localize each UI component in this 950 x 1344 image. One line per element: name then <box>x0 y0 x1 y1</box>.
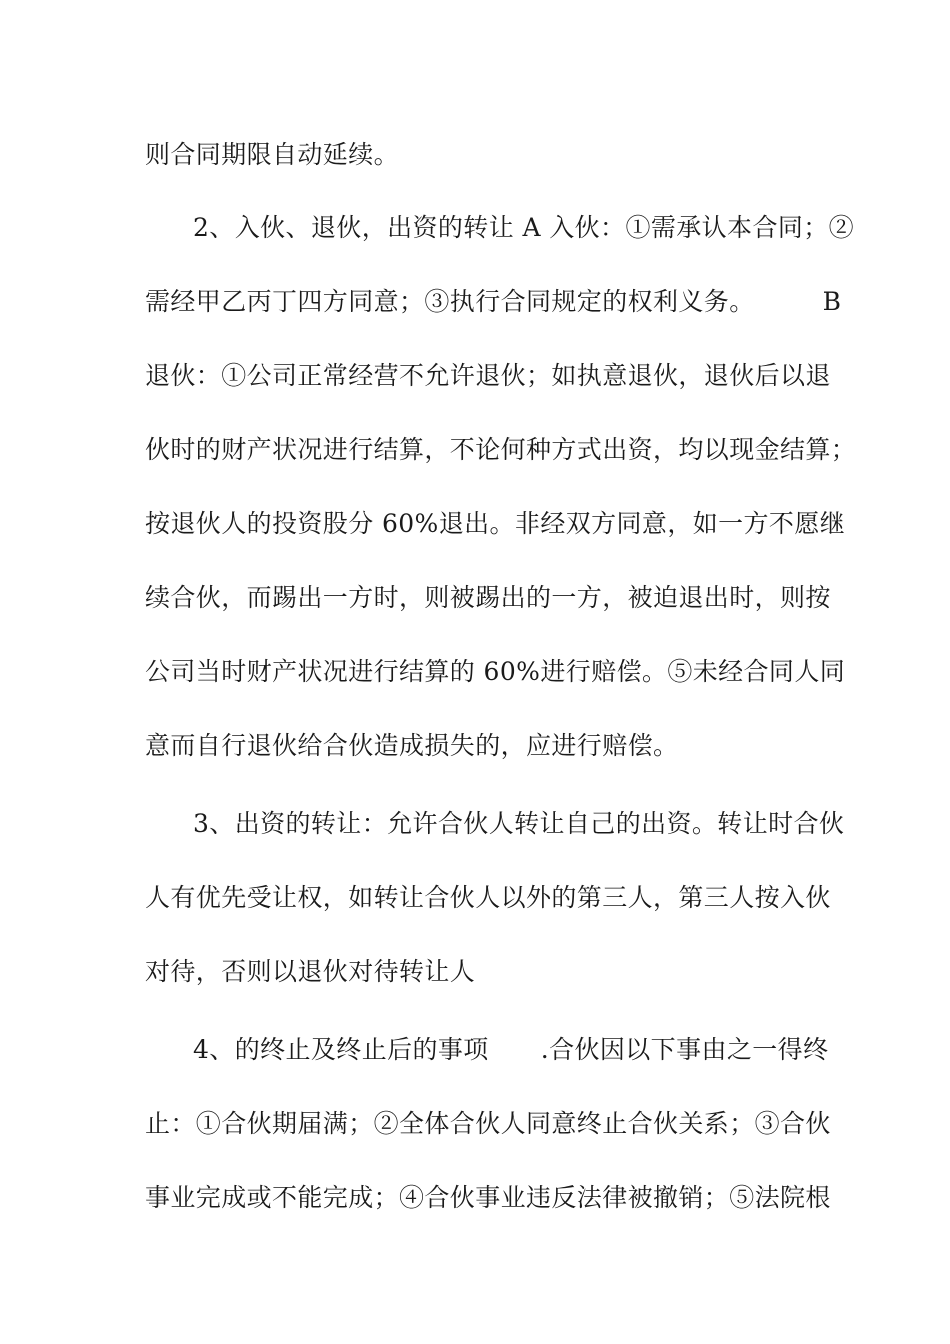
text-line <box>145 1104 831 1144</box>
text-line <box>145 504 846 544</box>
line-text: 意而自行退伙给合伙造成损失的，应进行赔偿。 <box>145 731 679 760</box>
line-text: 止：①合伙期届满；②全体合伙人同意终止合伙关系；③合伙 <box>145 1109 831 1138</box>
text-line <box>145 356 831 396</box>
text-line <box>145 135 825 175</box>
line-text: 事业完成或不能完成；④合伙事业违反法律被撤销；⑤法院根 <box>145 1183 831 1212</box>
line-text: 对待，否则以退伙对待转让人 <box>145 957 476 986</box>
line-text-b: .合伙因以下事由之一得终 <box>540 1035 829 1064</box>
line-text: 2、入伙、退伙，出资的转让 A 入伙：①需承认本合同；② <box>193 213 855 242</box>
line-text: 退伙：①公司正常经营不允许退伙；如执意退伙，退伙后以退 <box>145 361 831 390</box>
text-line <box>145 282 842 322</box>
paragraph-start <box>193 208 855 248</box>
line-text: 续合伙，而踢出一方时，则被踢出的一方，被迫退出时，则按 <box>145 583 831 612</box>
text-line <box>145 578 831 618</box>
text-line <box>145 430 857 470</box>
line-text: 3、出资的转让：允许合伙人转让自己的出资。转让时合伙 <box>193 809 845 838</box>
line-text: 公司当时财产状况进行结算的 60%进行赔偿。⑤未经合同人同 <box>145 657 846 686</box>
line-text: 按退伙人的投资股分 60%退出。非经双方同意，如一方不愿继 <box>145 509 846 538</box>
text-line <box>145 726 825 766</box>
line-text: 伙时的财产状况进行结算，不论何种方式出资，均以现金结算； <box>145 435 857 464</box>
line-text-b: B <box>822 287 842 316</box>
line-text: 4、的终止及终止后的事项 <box>193 1035 489 1064</box>
text-line <box>145 878 831 918</box>
text-line <box>145 952 825 992</box>
line-text: 需经甲乙丙丁四方同意；③执行合同规定的权利义务。 <box>145 287 755 316</box>
line-text: 则合同期限自动延续。 <box>145 140 400 169</box>
text-line <box>145 652 846 692</box>
line-text: 人有优先受让权，如转让合伙人以外的第三人，第三人按入伙 <box>145 883 831 912</box>
text-line <box>145 1178 831 1218</box>
paragraph-start <box>193 804 845 844</box>
paragraph-start <box>193 1030 829 1070</box>
